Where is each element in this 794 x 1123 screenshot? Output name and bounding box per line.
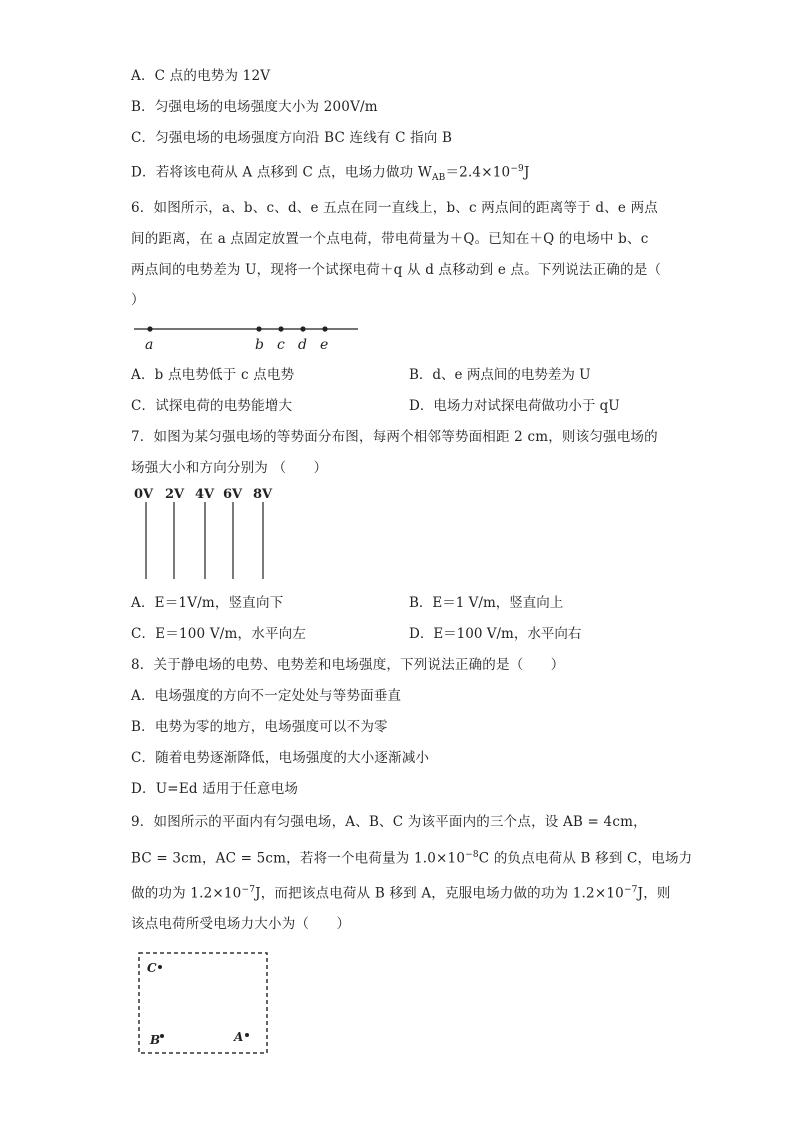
q5-option-d-unit: J bbox=[523, 164, 530, 181]
q9-line2-text: BC = 3cm，AC = 5cm，若将一个电荷量为 1.0×10 bbox=[131, 850, 466, 867]
q9-line3-mid: J，而把该点电荷从 B 移到 A，克服电场力做的功为 1.2×10 bbox=[255, 885, 624, 902]
q9-line3-sup2: −7 bbox=[623, 885, 638, 895]
q9-line2-tail: C 的负点电荷从 B 移到 C，电场力 bbox=[478, 850, 693, 867]
q6-label-a: a bbox=[145, 337, 154, 353]
q8-option-b: B．电势为零的地方，电场强度可以不为零 bbox=[131, 719, 388, 735]
q5-option-a: A．C 点的电势为 12V bbox=[131, 68, 271, 84]
q9-point-b bbox=[160, 1034, 164, 1038]
q6-stem-line2: 间的距离，在 a 点固定放置一个点电荷，带电荷量为＋Q。已知在＋Q 的电场中 b、c bbox=[131, 231, 649, 247]
q6-label-e: e bbox=[320, 337, 329, 353]
q9-line3-sup1: −7 bbox=[241, 885, 256, 895]
q8-option-a: A．电场强度的方向不一定处处与等势面垂直 bbox=[131, 688, 402, 704]
q6-point-d bbox=[300, 326, 305, 331]
q5-option-d-sup: −9 bbox=[510, 164, 524, 174]
q5-option-c: C．匀强电场的电场强度方向沿 BC 连线有 C 指向 B bbox=[131, 130, 453, 146]
q7-label-4v: 4V bbox=[195, 487, 215, 502]
q7-option-c: C．E＝100 V/m，水平向左 bbox=[131, 626, 307, 642]
q6-option-d: D．电场力对试探电荷做功小于 qU bbox=[409, 398, 620, 414]
q7-label-0v: 0V bbox=[134, 487, 154, 502]
q7-label-8v: 8V bbox=[253, 487, 273, 502]
q7-stem-line1: 7．如图为某匀强电场的等势面分布图，每两个相邻等势面相距 2 cm，则该匀强电场的 bbox=[131, 429, 658, 445]
q6-label-c: c bbox=[277, 337, 285, 353]
q9-point-c bbox=[158, 965, 162, 969]
q9-stem-line3 bbox=[131, 880, 671, 904]
q7-label-6v: 6V bbox=[223, 487, 243, 502]
q6-point-e bbox=[322, 326, 327, 331]
q9-stem-line2 bbox=[131, 845, 692, 869]
q6-label-b: b bbox=[255, 337, 264, 353]
q7-label-2v: 2V bbox=[165, 487, 185, 502]
q7-option-b: B．E＝1 V/m，竖直向上 bbox=[409, 595, 564, 611]
q9-line3-text: 做的功为 1.2×10 bbox=[131, 885, 242, 902]
q6-option-a: A．b 点电势低于 c 点电势 bbox=[131, 367, 295, 383]
q9-line2-sup: −8 bbox=[465, 850, 479, 860]
q9-point-a bbox=[245, 1033, 249, 1037]
q5-option-d-value: ＝2.4×10 bbox=[445, 164, 511, 181]
q9-label-a: A bbox=[234, 1030, 244, 1044]
q9-stem-line4: 该点电荷所受电场力大小为（ ） bbox=[131, 916, 351, 932]
q6-point-a bbox=[147, 326, 152, 331]
q9-line3-tail: J，则 bbox=[637, 885, 671, 902]
q6-label-d: d bbox=[298, 337, 307, 353]
q6-line-figure bbox=[130, 318, 362, 356]
q8-option-c: C．随着电势逐渐降低，电场强度的大小逐渐减小 bbox=[131, 750, 430, 766]
q9-label-b: B bbox=[150, 1033, 161, 1047]
q6-stem-line4: ） bbox=[131, 292, 145, 308]
q6-point-b bbox=[256, 326, 261, 331]
q5-option-d bbox=[131, 159, 530, 188]
q5-option-b: B．匀强电场的电场强度大小为 200V/m bbox=[131, 99, 378, 115]
q9-stem-line1: 9．如图所示的平面内有匀强电场，A、B、C 为该平面内的三个点，设 AB = 4cm， bbox=[131, 814, 647, 830]
q9-label-c: C bbox=[147, 961, 157, 975]
q7-option-d: D．E＝100 V/m，水平向右 bbox=[409, 626, 582, 642]
q6-point-c bbox=[278, 326, 283, 331]
q6-option-b: B．d、e 两点间的电势差为 U bbox=[409, 367, 591, 383]
q8-option-d: D．U=Ed 适用于任意电场 bbox=[131, 781, 299, 797]
q5-option-d-text: D．若将该电荷从 A 点移到 C 点，电场力做功 W bbox=[131, 164, 432, 181]
q9-triangle-figure bbox=[136, 950, 272, 1058]
q7-equipotential-figure bbox=[130, 484, 280, 584]
q6-stem-line1: 6．如图所示，a、b、c、d、e 五点在同一直线上，b、c 两点间的距离等于 d、e 两点 bbox=[131, 200, 658, 216]
q7-stem-line2: 场强大小和方向分别为 （ ） bbox=[131, 460, 328, 476]
q5-option-d-sub: AB bbox=[431, 173, 446, 184]
q8-stem: 8．关于静电场的电势、电势差和电场强度，下列说法正确的是（ ） bbox=[131, 657, 565, 673]
q7-option-a: A．E＝1V/m，竖直向下 bbox=[131, 595, 284, 611]
q6-stem-line3: 两点间的电势差为 U，现将一个试探电荷＋q 从 d 点移动到 e 点。下列说法正确的是（ bbox=[131, 262, 662, 278]
q6-option-c: C．试探电荷的电势能增大 bbox=[131, 398, 293, 414]
